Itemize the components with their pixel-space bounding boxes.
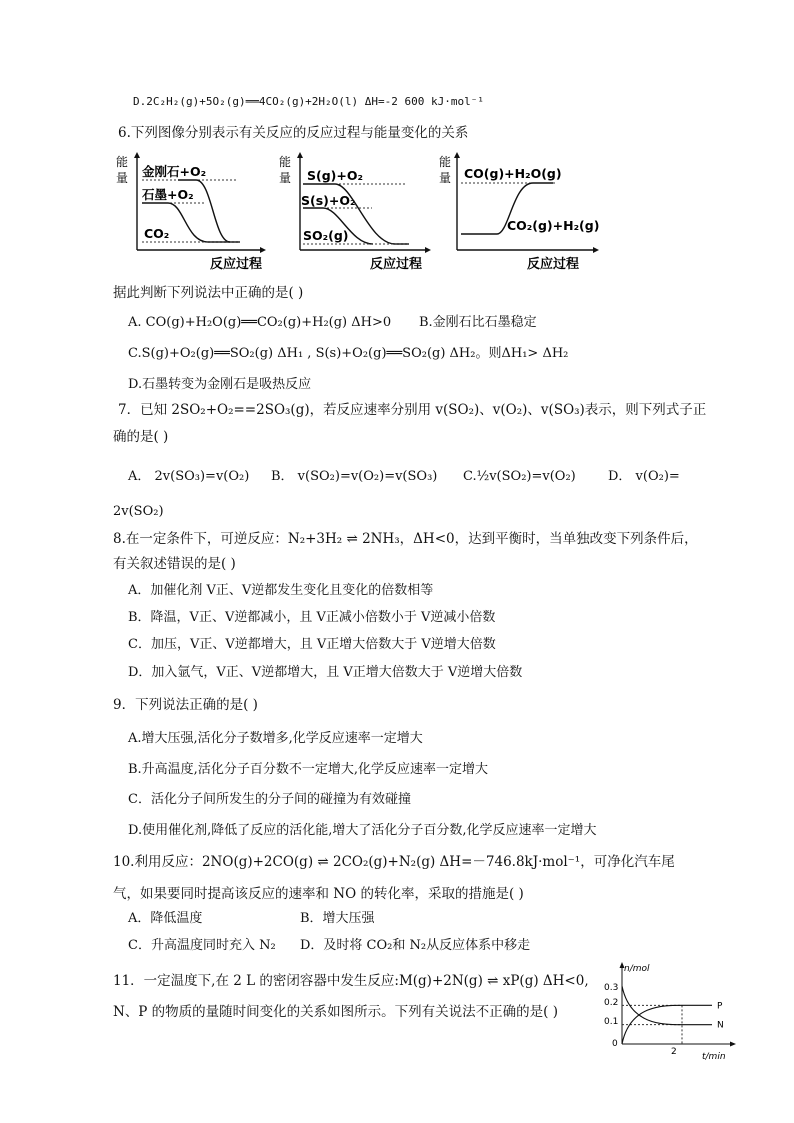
- q7-option-b: B． v(SO₂)=v(O₂)=v(SO₃): [271, 469, 438, 484]
- q11-chart: [604, 960, 744, 1060]
- g3-top-label: CO(g)+H₂O(g): [464, 166, 562, 181]
- q7-line-1: 7．已知 2SO₂+O₂==2SO₃(g)，若反应速率分别用 v(SO₂)、v(O₂)、v(SO₃)表示，则下列式子正: [118, 402, 707, 418]
- g3-ylabel-2: 量: [439, 171, 452, 185]
- q9-option-b: B.升高温度,活化分子百分数不一定增大,化学反应速率一定增大: [128, 762, 488, 777]
- ytick-0: 0: [612, 1039, 618, 1049]
- ytick-0.2: 0.2: [604, 998, 619, 1008]
- g1-bottom-label: CO₂: [144, 226, 170, 241]
- mini-xlabel: t/min: [702, 1052, 726, 1060]
- series-label-N: N: [717, 1020, 724, 1031]
- g3-xlabel: 反应过程: [527, 257, 580, 272]
- g1-top-label: 金刚石+O₂: [142, 164, 207, 179]
- energy-graph-co: [437, 150, 602, 276]
- q9-option-a: A.增大压强,活化分子数增多,化学反应速率一定增大: [128, 731, 423, 746]
- q10-option-a: A．降低温度: [128, 911, 203, 926]
- g2-xlabel: 反应过程: [370, 257, 423, 272]
- q8-option-a: A．加催化剂 V正、V逆都发生变化且变化的倍数相等: [128, 583, 434, 598]
- g1-ylabel-1: 能: [116, 155, 129, 169]
- q6-option-c: C.S(g)+O₂(g)══SO₂(g) ΔH₁ , S(s)+O₂(g)══SO₂(g) ΔH₂。则ΔH₁> ΔH₂: [128, 346, 569, 361]
- g2-ylabel-2: 量: [279, 171, 292, 185]
- q8-option-d: D．加入氩气，V正、V逆都增大，且 V正增大倍数大于 V逆增大倍数: [128, 665, 523, 680]
- energy-graph-sulfur: [277, 150, 437, 276]
- q6-option-a: A. CO(g)+H₂O(g)══CO₂(g)+H₂(g) ΔH>0: [128, 315, 392, 330]
- series-label-P: P: [717, 1001, 723, 1012]
- ytick-0.3: 0.3: [604, 983, 619, 993]
- q10-option-d: D．及时将 CO₂和 N₂从反应体系中移走: [300, 938, 531, 953]
- q8-line-1: 8.在一定条件下，可逆反应：N₂+3H₂ ⇌ 2NH₃，ΔH<0，达到平衡时，当单独改变下列条件后，: [113, 531, 698, 547]
- energy-graph-diamond: [112, 150, 274, 276]
- q7-line-2: 确的是( ): [113, 429, 169, 445]
- q7-option-c: C.½v(SO₂)=v(O₂): [463, 469, 576, 484]
- q10-line-2: 气，如果要同时提高该反应的速率和 NO 的转化率，采取的措施是( ): [113, 886, 524, 902]
- g3-bottom-label: CO₂(g)+H₂(g): [507, 218, 600, 233]
- g3-ylabel-1: 能: [439, 155, 452, 169]
- ytick-0.1: 0.1: [604, 1017, 619, 1027]
- g2-ylabel-1: 能: [279, 155, 292, 169]
- q10-line-1: 10.利用反应：2NO(g)+2CO(g) ⇌ 2CO₂(g)+N₂(g) ΔH=－746.8kJ·mol⁻¹，可净化汽车尾: [113, 854, 675, 870]
- q7-option-d: D． v(O₂)=: [608, 469, 680, 484]
- q8-option-b: B．降温，V正、V逆都减小，且 V正减小倍数小于 V逆减小倍数: [128, 610, 496, 625]
- q11-line-2: N、P 的物质的量随时间变化的关系如图所示。下列有关说法不正确的是( ): [113, 1004, 559, 1020]
- q8-option-c: C．加压，V正、V逆都增大，且 V正增大倍数大于 V逆增大倍数: [128, 637, 496, 652]
- g2-mid-label: S(s)+O₂: [301, 193, 356, 208]
- q10-option-c: C．升高温度同时充入 N₂: [128, 938, 276, 953]
- xtick-2: 2: [671, 1047, 677, 1057]
- q6-option-b: B.金刚石比石墨稳定: [419, 315, 537, 330]
- q9-option-d: D.使用催化剂,降低了反应的活化能,增大了活化分子百分数,化学反应速率一定增大: [128, 823, 597, 838]
- g2-bottom-label: SO₂(g): [303, 228, 349, 243]
- q11-line-1: 11．一定温度下,在 2 L 的密闭容器中发生反应:M(g)+2N(g) ⇌ xP(g) ΔH<0,: [113, 973, 589, 989]
- q7-option-a: A． 2v(SO₃)=v(O₂): [128, 469, 250, 484]
- q6-option-d: D.石墨转变为金刚石是吸热反应: [128, 377, 312, 392]
- g1-mid-label: 石墨+O₂: [142, 187, 194, 202]
- q9-title: 9．下列说法正确的是( ): [113, 697, 258, 713]
- q9-option-c: C．活化分子间所发生的分子间的碰撞为有效碰撞: [128, 792, 411, 807]
- q6-stem: 据此判断下列说法中正确的是( ): [113, 285, 304, 301]
- mini-ylabel: n/mol: [624, 964, 650, 974]
- q10-option-b: B．增大压强: [300, 911, 375, 926]
- q7-option-d-cont: 2v(SO₂): [113, 504, 164, 519]
- q8-line-2: 有关叙述错误的是( ): [113, 556, 236, 572]
- g1-ylabel-2: 量: [116, 171, 129, 185]
- g2-top-label: S(g)+O₂: [307, 168, 363, 183]
- q5-option-d: D.2C₂H₂(g)+5O₂(g)══4CO₂(g)+2H₂O(l) ΔH=-2 600 kJ·mol⁻¹: [133, 95, 484, 108]
- q6-title: 6.下列图像分别表示有关反应的反应过程与能量变化的关系: [118, 125, 469, 141]
- g1-xlabel: 反应过程: [210, 257, 263, 272]
